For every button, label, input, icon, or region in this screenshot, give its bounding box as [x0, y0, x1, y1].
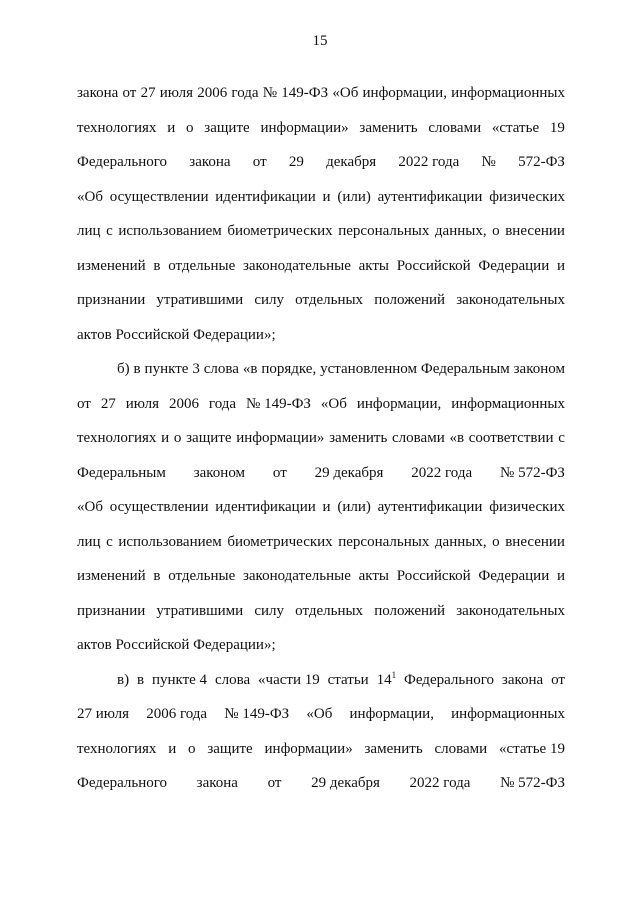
text-word: заменить [329, 430, 388, 446]
text-word: «Об [77, 188, 103, 205]
text-line [77, 180, 565, 215]
text-word: июля [125, 395, 160, 412]
text-line [77, 697, 565, 732]
text-word: законодательных [456, 602, 565, 619]
text-line [77, 387, 565, 422]
text-word: «в [242, 361, 258, 377]
text-word: «Об [320, 395, 347, 412]
text-word: защите [186, 430, 232, 446]
text-word: и [322, 188, 331, 205]
text-word: 27 [100, 395, 116, 412]
text-word: «Об [332, 85, 359, 101]
text-word: внесении [505, 223, 565, 239]
text-word: № 572-ФЗ [500, 464, 565, 481]
text-word: соответствии [468, 430, 554, 446]
text-word: силу [254, 292, 285, 308]
text-word: декабря [326, 154, 377, 170]
text-word: и [556, 568, 565, 584]
text-word: Федерального [77, 154, 168, 170]
text-line [77, 766, 565, 801]
text-line [77, 456, 565, 491]
text-word: с [106, 223, 113, 239]
text-line [77, 145, 565, 180]
text-word: с [558, 430, 565, 446]
text-word: информационных [451, 395, 565, 412]
text-word: «Об [77, 499, 103, 515]
text-word: осуществлении [109, 188, 209, 205]
text-word: Российской [396, 257, 471, 274]
text-word: отдельные [168, 568, 236, 584]
text-word: Федерального [77, 775, 168, 791]
text-word: № [481, 154, 496, 170]
text-word: отдельных [295, 292, 364, 308]
text-word: 2022 года [409, 775, 471, 791]
text-word: 29 декабря [311, 775, 380, 791]
text-word: от [252, 154, 267, 170]
text-word: Федеральным [77, 464, 166, 481]
text-word: июля [159, 85, 194, 101]
text-line [77, 628, 565, 663]
text-word: и [168, 740, 177, 757]
text-line [77, 352, 565, 387]
text-line [77, 111, 565, 146]
text-word: информации, [362, 85, 447, 101]
text-word: данных, [434, 223, 487, 239]
text-word: установленном [320, 361, 417, 377]
text-word: 19 [549, 119, 565, 136]
text-word: в [153, 568, 161, 584]
text-word: лиц [77, 533, 101, 550]
text-word: положений [374, 602, 446, 619]
text-word: биометрических [227, 533, 333, 550]
text-word: словами [428, 119, 482, 136]
text-word: слова [214, 671, 251, 688]
text-word: года [208, 395, 237, 412]
text-word: года [231, 85, 259, 101]
text-word: признании [77, 292, 146, 308]
text-word: и [322, 499, 331, 515]
text-word: лиц [77, 223, 101, 239]
text-line [77, 421, 565, 456]
text-word: актов Российской Федерации»; [77, 637, 276, 653]
text-word: 149-ФЗ [281, 85, 329, 101]
text-word: пункте [144, 361, 189, 377]
text-word: от [272, 464, 287, 481]
text-word: идентификации [215, 499, 316, 515]
text-word: № 572-ФЗ [500, 775, 565, 791]
text-word: информационных [451, 706, 565, 722]
text-word: защите [207, 740, 253, 757]
text-word: № 149-ФЗ [246, 395, 311, 412]
text-word: законодательные [242, 568, 351, 584]
text-line [77, 594, 565, 629]
text-word: 2006 года [146, 706, 208, 722]
text-word: физических [489, 188, 565, 205]
text-word: слова [203, 361, 239, 377]
text-word: закона [189, 154, 231, 170]
text-line [77, 490, 565, 525]
text-word: данных, [434, 533, 487, 550]
text-word: заменить [359, 119, 418, 136]
text-word: и [161, 430, 170, 446]
text-word: статьи [327, 671, 369, 688]
text-word: законом [193, 464, 246, 481]
text-word: в) [117, 671, 130, 688]
text-word: информации» [236, 430, 325, 446]
text-word: словами [434, 740, 488, 757]
text-word: «статье [491, 119, 540, 136]
text-word: аутентификации [377, 188, 483, 205]
text-word: от [267, 775, 282, 791]
text-word: технологиях [77, 740, 157, 757]
text-word: с [106, 533, 113, 550]
text-line [77, 283, 565, 318]
text-word: закона [77, 85, 119, 101]
text-word: в [133, 361, 141, 377]
text-line [77, 249, 565, 284]
text-word: «в [449, 430, 465, 446]
text-word: силу [254, 602, 285, 619]
text-word: законодательные [242, 257, 351, 274]
text-word: заменить [364, 740, 423, 757]
text-line [77, 732, 565, 767]
text-word: актов Российской Федерации»; [77, 326, 276, 343]
text-word: защите [204, 119, 250, 136]
text-word: акты [358, 257, 389, 274]
text-word: от [551, 671, 565, 688]
text-word: технологиях [77, 430, 157, 446]
text-word: Федеральным [420, 361, 510, 377]
text-word: «Об [306, 706, 333, 722]
text-line [77, 525, 565, 560]
text-word: информации, [349, 706, 434, 722]
text-word: о [173, 430, 182, 446]
text-word: информации, [356, 395, 442, 412]
text-word: 29 [288, 154, 304, 170]
text-word: технологиях [77, 119, 157, 136]
text-word: информации» [260, 119, 349, 136]
text-word: 572-ФЗ [518, 154, 565, 170]
text-word: осуществлении [109, 499, 209, 515]
text-word: о [188, 740, 196, 757]
text-word: аутентификации [377, 499, 483, 515]
text-word: порядке, [261, 361, 317, 377]
text-word: о [492, 223, 500, 239]
text-word: (или) [337, 188, 371, 205]
text-word: 2006 [168, 395, 199, 412]
text-word: о [186, 119, 194, 136]
text-word: 2006 [197, 85, 228, 101]
text-word: словами [392, 430, 445, 446]
text-word: в [136, 671, 145, 688]
text-word: акты [358, 568, 389, 584]
text-word: и [167, 119, 176, 136]
text-word: от [77, 395, 91, 412]
text-word: закона [196, 775, 238, 791]
text-word: закона [501, 671, 544, 688]
text-word: 3 [192, 361, 200, 377]
text-word: положений [374, 292, 446, 308]
text-word: признании [77, 602, 146, 619]
text-word: персональных [338, 223, 430, 239]
text-word: № [262, 85, 278, 101]
text-word: утратившими [156, 292, 244, 308]
text-word: 2022 года [411, 464, 473, 481]
text-word: 27 [140, 85, 156, 101]
text-word: информации» [264, 740, 353, 757]
text-line [77, 76, 565, 111]
text-line [77, 214, 565, 249]
text-word: $14^1$ [376, 669, 397, 688]
document-body [77, 76, 565, 801]
text-word: в [153, 257, 161, 274]
page-number: 15 [312, 33, 328, 49]
text-word: Федерации [478, 568, 550, 584]
superscript: 1 [391, 669, 397, 680]
text-word: идентификации [215, 188, 316, 205]
text-word: «статье 19 [499, 740, 565, 757]
text-word: отдельных [295, 602, 364, 619]
text-word: биометрических [227, 223, 333, 239]
text-word: от [122, 85, 137, 101]
text-word: внесении [505, 533, 565, 550]
text-word: физических [489, 499, 565, 515]
text-word: изменений [77, 257, 146, 274]
text-line [77, 663, 565, 698]
text-word: информационных [451, 85, 565, 101]
text-word: персональных [338, 533, 430, 550]
text-word: изменений [77, 568, 146, 584]
text-line [77, 318, 565, 353]
text-word: законодательных [456, 292, 565, 308]
text-word: пункте 4 [151, 671, 208, 688]
text-word: о [492, 533, 500, 550]
text-word: отдельные [168, 257, 236, 274]
text-word: утратившими [156, 602, 244, 619]
text-word: Российской [396, 568, 471, 584]
text-word: б) [117, 361, 130, 377]
text-word: использованием [118, 223, 222, 239]
text-word: 2022 года [398, 154, 460, 170]
text-line [77, 559, 565, 594]
text-word: и [556, 257, 565, 274]
text-word: законом [513, 361, 565, 377]
text-word: Федерации [478, 257, 550, 274]
text-word: Федерального [404, 671, 495, 688]
text-word: «части 19 [258, 671, 320, 688]
text-word: (или) [337, 499, 371, 515]
text-word: № 149-ФЗ [224, 706, 290, 722]
text-word: 29 декабря [314, 464, 384, 481]
text-word: использованием [118, 533, 222, 550]
text-word: 27 июля [77, 706, 129, 722]
